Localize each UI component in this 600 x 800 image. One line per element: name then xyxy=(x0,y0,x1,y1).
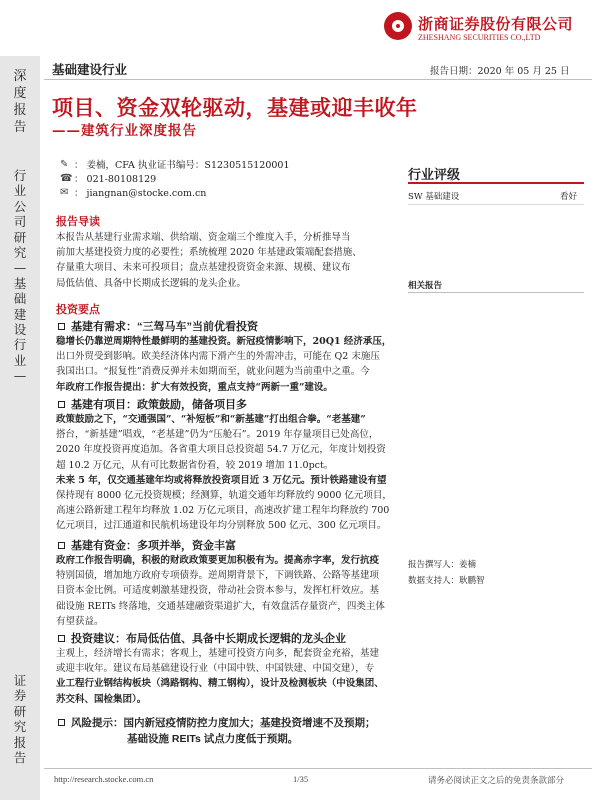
footer-url[interactable]: http://research.stocke.com.cn xyxy=(54,774,154,784)
body-line: 苏交科、国检集团）。 xyxy=(56,693,147,705)
sidebar-top-label: 深 度 报 告 xyxy=(13,69,27,135)
section-2-body xyxy=(56,412,396,534)
page-number: 1/35 xyxy=(293,774,309,784)
body-line: 超 10.2 万亿元，从有可比数据省份看，较 2019 增加 11.0pct。 xyxy=(56,459,334,471)
header-divider xyxy=(44,79,592,80)
rating-sector: SW 基础建设 xyxy=(408,192,460,202)
rating-row-line xyxy=(408,204,584,205)
body-line: 有望获益。 xyxy=(56,615,104,627)
body-line: 或迎丰收年。建议布局基础建设行业（中国中铁、中国铁建、中国交建），专 xyxy=(56,663,375,675)
footer-disclaimer: 请务必阅读正文之后的免责条款部分 xyxy=(428,776,565,786)
analyst-email[interactable]: ： jiangnan@stocke.com.cn xyxy=(74,188,207,199)
rating-divider xyxy=(408,182,584,184)
guide-line: 局低估值、具备中长期成长逻辑的龙头企业。 xyxy=(56,277,247,289)
risk-line-1: 风险提示：国内新冠疫情防控力度加大；基建投资增速不及预期； xyxy=(58,715,376,730)
report-date: 报告日期：2020 年 05 月 25 日 xyxy=(430,66,570,77)
report-subtitle: ——建筑行业深度报告 xyxy=(52,123,197,139)
report-writer: 报告撰写人：姜楠 xyxy=(408,560,477,570)
left-sidebar xyxy=(0,56,40,800)
section-1-body xyxy=(56,334,396,395)
body-line: 政府工作报告明确，积极的财政政策要更加积极有为。提高赤字率，发行抗疫 xyxy=(56,555,380,566)
section-1-title: 基建有需求：“三驾马车”当前优看投资 xyxy=(58,318,258,334)
points-title: 投资要点 xyxy=(56,304,100,316)
related-divider xyxy=(408,292,584,293)
section-2-title: 基建有项目：政策鼓励，储备项目多 xyxy=(58,396,247,412)
guide-line: 存量重大项目、未来可投项目；盘点基建投资资金来源、规模、建议布 xyxy=(56,262,351,274)
body-line: 稳增长仍靠逆周期特性最鲜明的基建投资。新冠疫情影响下，20Q1 经济承压， xyxy=(56,336,392,347)
body-line: 政策鼓励之下，“交通强国”、“补短板”和“新基建”打出组合拳。“老基建” xyxy=(56,414,366,425)
body-line: 我国出口。“报复性”消费反弹并未如期而至，就业问题为当前重中之重。今 xyxy=(56,366,370,378)
company-name-cn: 浙商证券股份有限公司 xyxy=(418,16,574,33)
bullet-square-icon xyxy=(58,401,65,408)
body-line: 特别国债，增加地方政府专项债券。逆周期背景下，下调铁路、公路等基建项 xyxy=(56,570,380,582)
body-line: 搭台，“新基建”唱戏，“老基建”仍为“压舱石”。2019 年存量项目已处高位， xyxy=(56,429,379,441)
footer-divider xyxy=(44,768,592,769)
industry-label: 基础建设行业 xyxy=(52,63,128,77)
body-line: 高速公路新建工程年均释放 1.02 万亿元项目，高速改扩建工程年均释放约 700 xyxy=(56,505,390,517)
section-3-title: 基建有资金：多项并举，资金丰富 xyxy=(58,537,236,553)
body-line: 础设施 REITs 终落地，交通基建融资渠道扩大，有效盘活存量资产，四类主体 xyxy=(56,600,385,612)
analyst-name: ： 姜楠，CFA 执业证书编号：S1230515120001 xyxy=(74,160,290,171)
bullet-square-icon xyxy=(58,719,65,726)
body-line: 亿元项目，过江通道和民航机场建设年均分别释放 500 亿元、300 亿元项目。 xyxy=(56,520,387,532)
bullet-square-icon xyxy=(58,635,65,642)
bullet-square-icon xyxy=(58,542,65,549)
rating-title: 行业评级 xyxy=(408,167,461,182)
body-line: 保持现有 8000 亿元投资规模；经测算，轨道交通年均释放约 9000 亿元项目， xyxy=(56,490,392,502)
sidebar-mid-label: 行 业 公 司 研 究 — 基 础 建 设 行 业 — xyxy=(13,168,27,384)
guide-body xyxy=(56,230,396,291)
section-4-body xyxy=(56,646,396,707)
email-icon: ✉ xyxy=(60,187,69,198)
company-logo-icon xyxy=(384,12,412,40)
section-4-title: 投资建议：布局低估值、具备中长期成长逻辑的龙头企业 xyxy=(58,630,346,646)
company-name-en: ZHESHANG SECURITIES CO.,LTD xyxy=(418,33,541,42)
phone-icon: ☎ xyxy=(60,173,73,184)
analyst-icon: ✎ xyxy=(60,159,69,170)
sidebar-bottom-label: 证 券 研 究 报 告 xyxy=(13,673,27,766)
body-line: 2020 年度投资再度追加。各省重大项目总投资超 54.7 万亿元，年度计划投资 xyxy=(56,444,386,456)
body-line: 年政府工作报告提出：扩大有效投资，重点支持“两新一重”建设。 xyxy=(56,381,333,393)
rating-value: 看好 xyxy=(560,192,578,202)
body-line: 主观上，经济增长有需求；客观上，基建可投资方向多，配套资金充裕，基建 xyxy=(56,648,380,659)
body-line: 目资本金比例。可适度刺激基建投资，带动社会资本参与，发挥杠杆效应。基 xyxy=(56,585,380,597)
guide-line: 本报告从基建行业需求端、供给端、资金端三个维度入手，分析推导当 xyxy=(56,232,351,243)
body-line: 出口外贸受到影响。欧美经济体内需下滑产生的外需冲击，可能在 Q2 末施压 xyxy=(56,351,380,363)
analyst-phone: ： 021-80108129 xyxy=(74,174,157,185)
risk-line-2: 基础设施 REITs 试点力度低于预期。 xyxy=(127,733,299,745)
report-title: 项目、资金双轮驱动，基建或迎丰收年 xyxy=(52,97,418,120)
related-reports-title: 相关报告 xyxy=(408,280,443,290)
data-supporter: 数据支持人：耿鹏智 xyxy=(408,576,485,586)
body-line: 业工程行业钢结构板块（鸿路钢构、精工钢构），设计及检测板块（中设集团、 xyxy=(56,678,384,690)
bullet-square-icon xyxy=(58,323,65,330)
section-3-body xyxy=(56,553,396,629)
body-line: 未来 5 年，仅交通基建年均或将释放投资项目近 3 万亿元。预计铁路建设有望 xyxy=(56,474,387,486)
guide-title: 报告导读 xyxy=(56,216,100,228)
guide-line: 前加大基建投资力度的必要性；系统梳理 2020 年基建政策端配套措施、 xyxy=(56,247,362,259)
